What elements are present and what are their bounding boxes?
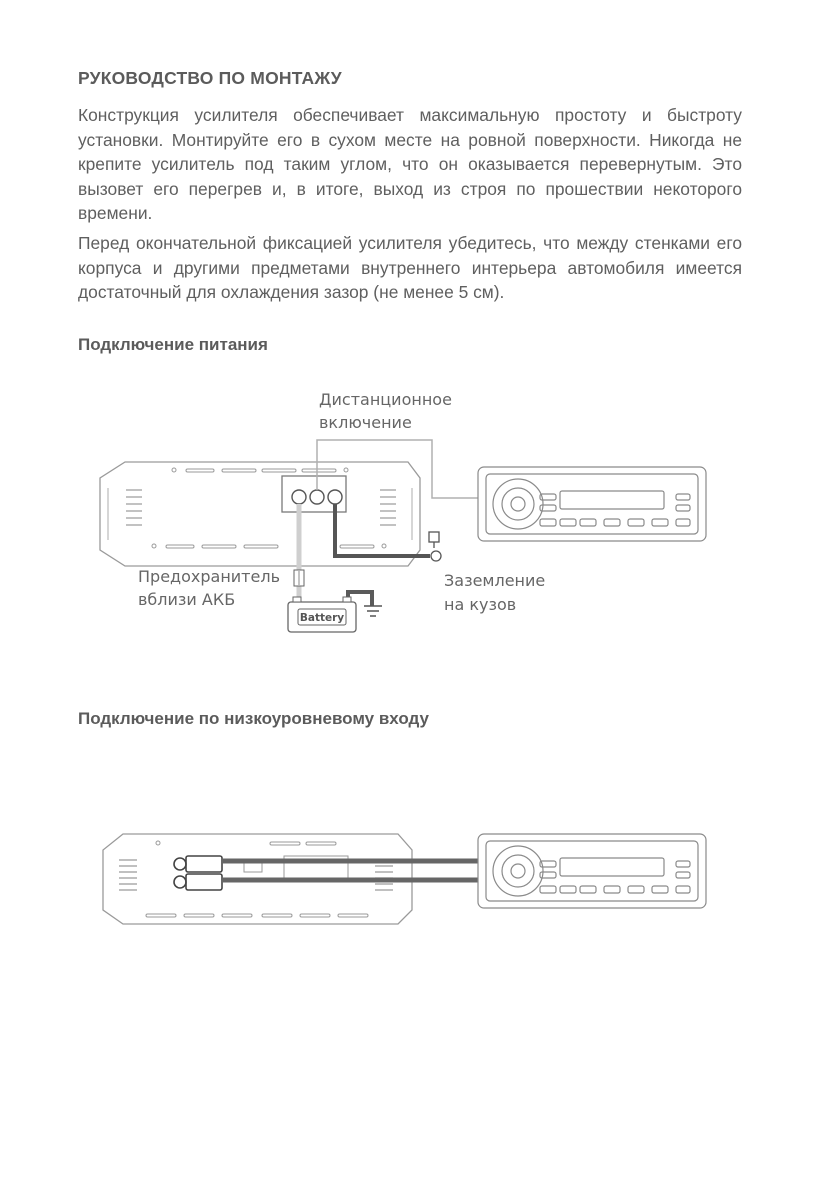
head-unit-icon bbox=[478, 834, 706, 908]
paragraph-clearance: Перед окончательной фиксацией усилителя убедитесь, что между стенками его корпуса и другими предметами внутреннего интерьера автомобиля имеется достаточный для охлаждения зазор (не менее 5 см). bbox=[78, 233, 742, 303]
battery-icon bbox=[288, 597, 356, 632]
battery-label: Battery bbox=[299, 612, 345, 624]
amplifier-icon bbox=[100, 462, 420, 566]
fuse-label-line1: Предохранитель bbox=[138, 567, 280, 586]
head-unit-icon bbox=[478, 467, 706, 541]
fuse-label-line2: вблизи АКБ bbox=[138, 590, 236, 609]
ground-label-line2: на кузов bbox=[444, 595, 517, 614]
ground-lug-icon bbox=[429, 532, 441, 561]
remote-wire bbox=[317, 440, 478, 498]
rca-wiring-diagram bbox=[0, 820, 839, 930]
remote-label-line2: включение bbox=[319, 413, 412, 432]
ground-symbol-icon bbox=[364, 606, 382, 616]
power-section-heading: Подключение питания bbox=[78, 335, 268, 354]
low-level-section-heading: Подключение по низкоуровневому входу bbox=[78, 709, 429, 728]
ground-label-line1: Заземление bbox=[444, 571, 546, 590]
page-title: РУКОВОДСТВО ПО МОНТАЖУ bbox=[78, 68, 342, 88]
paragraph-mounting: Конструкция усилителя обеспечивает максимальную простоту и быстроту установки. Монтируйте его в сухом месте на ровной поверхности. Никогда не крепите усилитель под таким углом, что он оказывается перевернутым. Это вызовет его перегрев и, в итоге, выход из строя по прошествии некоторого времени. bbox=[78, 105, 742, 224]
remote-label-line1: Дистанционное bbox=[319, 390, 452, 409]
power-wiring-diagram bbox=[0, 380, 839, 650]
